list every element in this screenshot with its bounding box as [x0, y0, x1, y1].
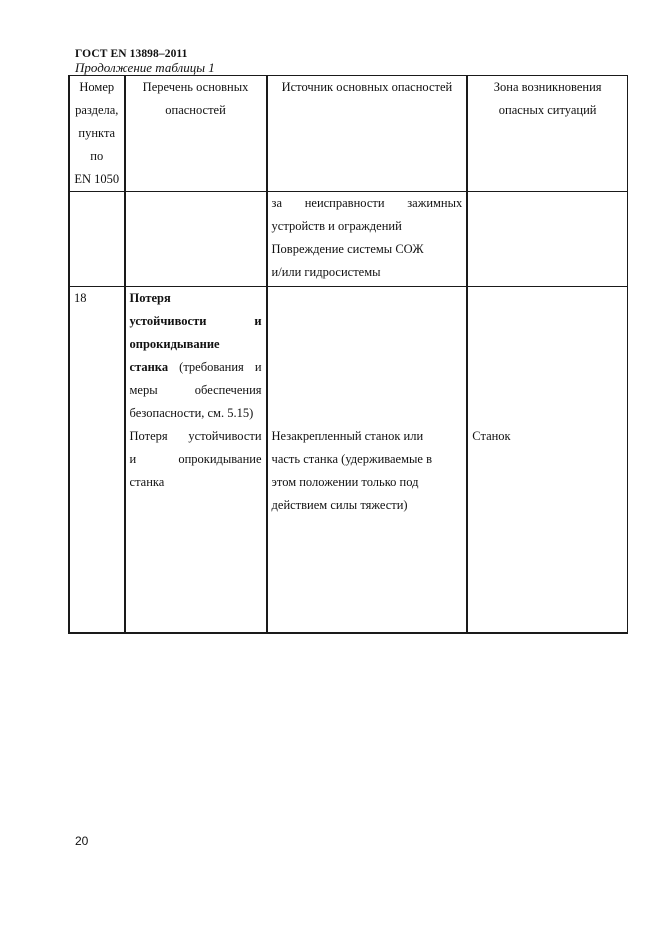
hazard-text-line: [130, 356, 262, 379]
hazard-text-line: Потеря устойчивости: [129, 429, 262, 443]
header-hazard-zone: [467, 76, 627, 192]
header-text-line: Номер: [79, 80, 115, 94]
hazards-table: [68, 75, 628, 634]
cell-hazard-source: [267, 287, 468, 633]
source-text-line: Повреждение системы СОЖ: [271, 242, 424, 256]
hazard-text-line: опрокидывание: [129, 337, 220, 351]
header-text-line: пункта: [78, 126, 116, 140]
hazard-text-line: и опрокидывание: [129, 452, 262, 466]
hazard-text-line: устойчивости и: [129, 314, 262, 328]
header-text-line: опасных ситуаций: [498, 103, 597, 117]
table-continuation-title: Продолжение таблицы 1: [75, 60, 215, 75]
cell-spacer: [272, 287, 463, 425]
table-header-row: [69, 76, 628, 192]
header-hazard-source: [267, 76, 468, 192]
source-text-line: действием силы тяжести): [271, 498, 408, 512]
header-text-line: Перечень основных: [142, 80, 249, 94]
source-text-line: Незакрепленный станок или: [271, 429, 424, 443]
header-text-line: раздела,: [75, 103, 119, 117]
cell-hazard-zone: [467, 287, 627, 633]
source-text-line: и/или гидросистемы: [271, 265, 381, 279]
cell-section-number: 18: [69, 287, 125, 633]
document-code: ГОСТ EN 13898–2011: [75, 48, 188, 60]
header-text-line: Источник основных опасностей: [281, 80, 453, 94]
cell-number-empty: [69, 192, 125, 287]
table-row: [69, 287, 628, 633]
page-number: 20: [75, 834, 89, 848]
cell-zone-empty: [467, 192, 627, 287]
source-text-line: за неисправности зажимных: [271, 196, 463, 210]
cell-hazard-empty: [125, 192, 267, 287]
hazard-text-line: станка: [129, 475, 165, 489]
header-hazard-list: [125, 76, 267, 192]
source-text-line: устройств и ограждений: [271, 219, 402, 233]
header-text-line: опасностей: [165, 103, 226, 117]
header-text-line: по: [90, 149, 104, 163]
cell-hazard-source: [267, 192, 468, 287]
source-text-line: часть станка (удерживаемые в: [271, 452, 432, 466]
hazard-bold-word: станка: [129, 360, 169, 374]
cell-spacer: [472, 287, 623, 425]
table-row: [69, 192, 628, 287]
header-text-line: EN 1050: [74, 172, 120, 186]
header-text-line: Зона возникновения: [493, 80, 602, 94]
hazard-rest-text: (требования и: [168, 360, 262, 374]
header-section-number: [69, 76, 125, 192]
hazard-text-line: безопасности, см. 5.15): [129, 406, 254, 420]
hazard-text-line: меры обеспечения: [129, 383, 262, 397]
source-text-line: этом положении только под: [271, 475, 419, 489]
zone-text: Станок: [472, 429, 511, 443]
hazard-text-line: Потеря: [129, 291, 171, 305]
cell-hazard-list: [125, 287, 267, 633]
